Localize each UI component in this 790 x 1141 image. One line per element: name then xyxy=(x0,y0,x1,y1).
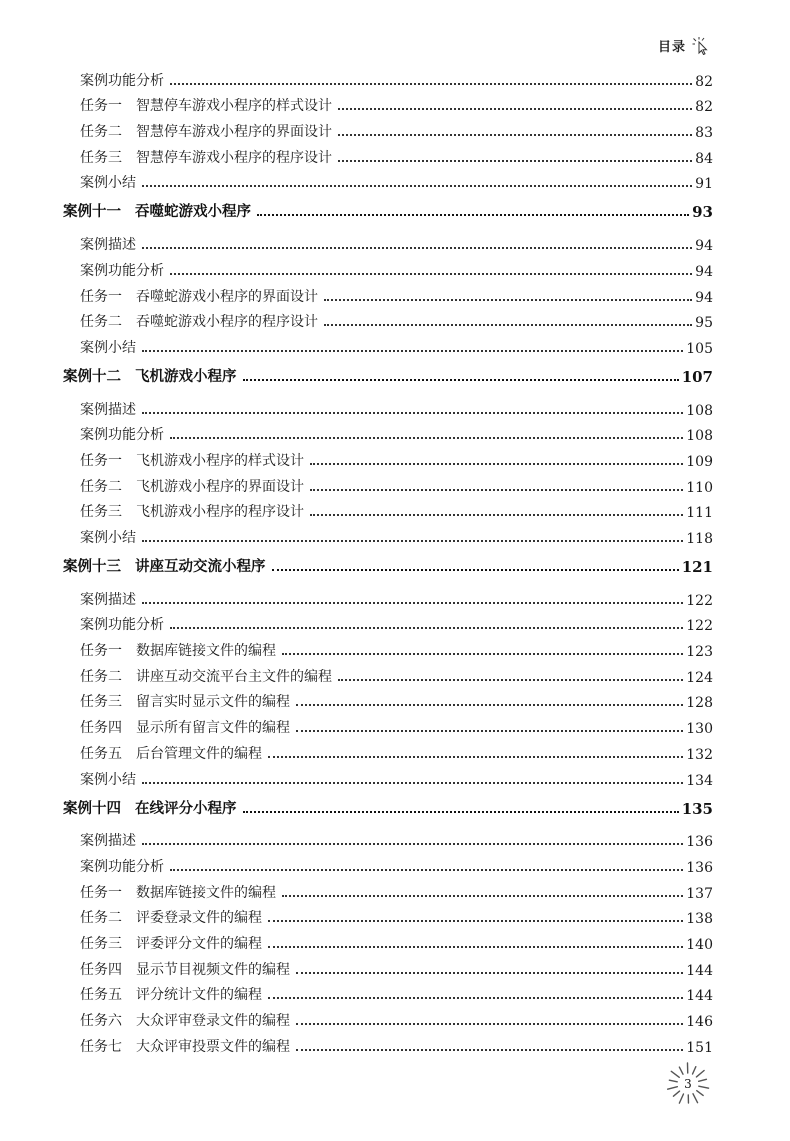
header-title: 目录 xyxy=(657,40,686,55)
dot-leader xyxy=(296,704,683,706)
toc-entry[interactable] xyxy=(63,331,713,357)
toc-page-number: 134 xyxy=(686,772,713,789)
toc-entry-label xyxy=(80,769,136,789)
toc-entry-number: 任务五 xyxy=(80,745,122,762)
toc-entry-title: 案例功能分析 xyxy=(80,262,164,279)
toc-page-number: 132 xyxy=(686,746,713,763)
toc-entry-title: 飞机游戏小程序的程序设计 xyxy=(136,504,304,521)
dot-leader xyxy=(268,946,683,948)
dot-leader xyxy=(282,653,683,655)
toc-entry-title: 显示节目视频文件的编程 xyxy=(136,961,290,978)
toc-entry-title: 案例小结 xyxy=(80,530,136,546)
toc-page-number: 144 xyxy=(686,988,713,1005)
toc-entry-number: 任务三 xyxy=(80,504,122,521)
dot-leader xyxy=(268,756,683,758)
toc-entry-number: 任务三 xyxy=(80,694,122,711)
toc-entry-title: 飞机游戏小程序的样式设计 xyxy=(136,452,304,469)
toc-entry-title: 评委评分文件的编程 xyxy=(136,935,262,952)
toc-entry-title: 留言实时显示文件的编程 xyxy=(136,694,290,711)
toc-entry-label xyxy=(80,172,136,192)
toc-entry-label xyxy=(80,907,262,927)
toc-page-number: 130 xyxy=(686,721,713,738)
toc-entry[interactable] xyxy=(63,64,713,90)
toc-entry-title: 评委登录文件的编程 xyxy=(136,910,262,927)
toc-entry[interactable] xyxy=(63,496,713,522)
toc-entry-label xyxy=(80,311,318,331)
toc-entry-title: 案例描述 xyxy=(80,237,136,254)
toc-entry-number: 案例十三 xyxy=(63,559,121,575)
toc-entry-number: 任务二 xyxy=(80,668,122,685)
dot-leader xyxy=(170,83,692,85)
toc-entry-title: 评分统计文件的编程 xyxy=(136,987,262,1004)
toc-entry-label xyxy=(63,365,237,386)
toc-entry-number: 任务一 xyxy=(80,643,122,660)
toc-entry[interactable] xyxy=(63,686,713,712)
toc-entry-label xyxy=(80,984,262,1004)
toc-entry[interactable] xyxy=(63,979,713,1005)
toc-entry-title: 讲座互动交流平台主文件的编程 xyxy=(136,668,332,685)
toc-page-number: 140 xyxy=(686,936,713,953)
toc-entry-title: 吞噬蛇游戏小程序 xyxy=(135,204,251,221)
toc-entry[interactable] xyxy=(63,583,713,609)
toc-entry-title: 数据库链接文件的编程 xyxy=(136,643,276,660)
toc-page-number: 84 xyxy=(695,150,713,167)
toc-entry-title: 大众评审投票文件的编程 xyxy=(136,1038,290,1055)
toc-entry-title: 案例功能分析 xyxy=(80,427,164,444)
toc-entry-label xyxy=(80,286,318,306)
toc-entry[interactable] xyxy=(63,393,713,419)
page-number-badge xyxy=(666,1062,710,1106)
toc-entry-label xyxy=(80,640,276,660)
toc-entry-title: 飞机游戏小程序的界面设计 xyxy=(136,478,304,495)
toc-entry-label xyxy=(80,337,136,357)
toc-page-number: 94 xyxy=(695,263,713,280)
dot-leader xyxy=(338,108,692,110)
dot-leader xyxy=(142,782,683,784)
toc-entry-title: 案例小结 xyxy=(80,175,136,192)
toc-entry[interactable] xyxy=(63,228,713,254)
toc-page-number: 94 xyxy=(695,289,713,306)
dot-leader xyxy=(142,350,683,352)
toc-page-number: 121 xyxy=(681,558,713,576)
toc-entry-number: 任务三 xyxy=(80,149,122,166)
toc-entry[interactable] xyxy=(63,419,713,445)
toc-page-number: 138 xyxy=(686,911,713,928)
toc-entry[interactable] xyxy=(63,1004,713,1030)
toc-entry-title: 数据库链接文件的编程 xyxy=(136,884,276,901)
toc-entry[interactable] xyxy=(63,115,713,141)
toc-page-number: 105 xyxy=(686,340,713,357)
toc-page-number: 136 xyxy=(686,834,713,851)
dot-leader xyxy=(310,489,683,491)
dot-leader xyxy=(296,972,683,974)
toc-entry-number: 案例十二 xyxy=(63,368,121,385)
toc-page-number: 91 xyxy=(695,176,713,193)
dot-leader xyxy=(243,811,679,813)
toc-entry-number: 任务三 xyxy=(80,935,122,952)
toc-entry-title: 案例描述 xyxy=(80,401,136,418)
toc-page-number: 118 xyxy=(686,531,713,547)
dot-leader xyxy=(268,920,683,922)
toc-entry-label xyxy=(80,691,290,711)
toc-page-number: 83 xyxy=(695,125,713,142)
toc-entry-title: 案例功能分析 xyxy=(80,617,164,634)
toc-page-number: 109 xyxy=(686,453,713,470)
toc-page-number: 82 xyxy=(695,73,713,90)
toc-page-number: 123 xyxy=(686,644,713,661)
toc-entry[interactable] xyxy=(63,609,713,635)
toc-entry-title: 显示所有留言文件的编程 xyxy=(136,720,290,737)
dot-leader xyxy=(296,1049,683,1051)
toc-entry-label xyxy=(80,1010,290,1030)
toc-entry-title: 吞噬蛇游戏小程序的程序设计 xyxy=(136,314,318,331)
toc-entry-label xyxy=(80,121,332,141)
dot-leader xyxy=(170,437,683,439)
dot-leader xyxy=(268,997,683,999)
toc-entry-label xyxy=(80,614,164,634)
dot-leader xyxy=(338,160,692,162)
toc-entry-title: 智慧停车游戏小程序的样式设计 xyxy=(136,98,332,115)
toc-page-number: 93 xyxy=(692,203,713,222)
toc-entry-label xyxy=(80,527,136,547)
toc-entry[interactable] xyxy=(63,711,713,737)
toc-entry-number: 任务二 xyxy=(80,314,122,331)
toc-entry-number: 任务一 xyxy=(80,884,122,901)
toc-entry-number: 任务二 xyxy=(80,910,122,927)
dot-leader xyxy=(324,324,692,326)
dot-leader xyxy=(142,247,692,249)
toc-entry[interactable] xyxy=(63,90,713,116)
toc-entry-title: 案例小结 xyxy=(80,771,136,788)
dot-leader xyxy=(257,214,689,216)
toc-chapter-entry[interactable] xyxy=(63,357,713,390)
toc-page-number: 82 xyxy=(695,99,713,116)
toc-entry[interactable] xyxy=(63,444,713,470)
toc-entry-title: 智慧停车游戏小程序的程序设计 xyxy=(136,149,332,166)
toc-entry[interactable] xyxy=(63,825,713,851)
toc-entry[interactable] xyxy=(63,306,713,332)
toc-page-number: 94 xyxy=(695,238,713,255)
toc-entry-title: 讲座互动交流小程序 xyxy=(135,559,266,575)
toc-entry-label xyxy=(80,95,332,115)
toc-entry[interactable] xyxy=(63,167,713,193)
toc-page-number: 122 xyxy=(686,592,713,609)
dot-leader xyxy=(296,1023,683,1025)
toc-entry[interactable] xyxy=(63,470,713,496)
toc-entry-label xyxy=(80,589,136,609)
toc-entry-title: 后台管理文件的编程 xyxy=(136,745,262,762)
toc-entry[interactable] xyxy=(63,254,713,280)
toc-page-number: 111 xyxy=(686,505,713,522)
dot-leader xyxy=(243,379,679,381)
toc-entry-label xyxy=(80,830,136,850)
toc-entry-number: 任务五 xyxy=(80,987,122,1004)
toc-entry-number: 任务一 xyxy=(80,452,122,469)
dot-leader xyxy=(296,730,683,732)
toc-entry[interactable] xyxy=(63,1030,713,1056)
toc-entry-number: 任务四 xyxy=(80,961,122,978)
dot-leader xyxy=(142,843,683,845)
toc-page-number: 107 xyxy=(681,367,713,386)
toc-entry-label xyxy=(80,1036,290,1056)
toc-entry-label xyxy=(63,200,251,221)
toc-entry-label xyxy=(80,717,290,737)
toc-page-number: 128 xyxy=(686,695,713,712)
toc-entry[interactable] xyxy=(63,660,713,686)
toc-entry-number: 任务二 xyxy=(80,124,122,141)
toc-entry-title: 案例描述 xyxy=(80,833,136,850)
toc-page-number: 124 xyxy=(686,669,713,686)
toc-entry-title: 大众评审登录文件的编程 xyxy=(136,1013,290,1029)
toc-entry-label xyxy=(80,399,136,419)
toc-entry-label xyxy=(80,424,164,444)
toc-entry-title: 智慧停车游戏小程序的界面设计 xyxy=(136,124,332,141)
toc-entry-label xyxy=(80,147,332,167)
toc-entry-number: 任务一 xyxy=(80,98,122,115)
toc-page-number: 110 xyxy=(686,479,713,496)
toc-page-number: 95 xyxy=(695,315,713,332)
dot-leader xyxy=(142,185,692,187)
toc-entry[interactable] xyxy=(63,141,713,167)
toc-page-number: 108 xyxy=(686,402,713,419)
table-of-contents xyxy=(63,64,713,1056)
toc-entry[interactable] xyxy=(63,953,713,979)
dot-leader xyxy=(272,569,679,571)
dot-leader xyxy=(338,679,683,681)
toc-entry-label xyxy=(80,882,276,902)
toc-entry-number: 任务七 xyxy=(80,1038,122,1055)
toc-entry-label xyxy=(63,797,237,818)
toc-entry-title: 在线评分小程序 xyxy=(135,800,237,817)
toc-page-number: 122 xyxy=(686,618,713,635)
toc-chapter-entry[interactable] xyxy=(63,192,713,225)
toc-chapter-entry[interactable] xyxy=(63,547,713,580)
toc-entry[interactable] xyxy=(63,902,713,928)
running-header xyxy=(658,36,712,55)
dot-leader xyxy=(310,463,683,465)
toc-page-number: 136 xyxy=(686,859,713,876)
toc-page-number: 108 xyxy=(686,428,713,445)
toc-entry-number: 案例十一 xyxy=(63,204,121,221)
toc-entry-label xyxy=(80,933,262,953)
toc-entry[interactable] xyxy=(63,876,713,902)
dot-leader xyxy=(142,412,683,414)
dot-leader xyxy=(142,602,683,604)
toc-entry[interactable] xyxy=(63,280,713,306)
toc-entry-title: 案例小结 xyxy=(80,339,136,356)
toc-entry-number: 案例十四 xyxy=(63,800,121,817)
toc-entry-title: 案例功能分析 xyxy=(80,858,164,875)
toc-entry[interactable] xyxy=(63,927,713,953)
toc-page-number: 144 xyxy=(686,962,713,979)
toc-entry-number: 任务四 xyxy=(80,720,122,737)
toc-entry[interactable] xyxy=(63,850,713,876)
toc-entry-label xyxy=(80,666,332,686)
toc-entry-label xyxy=(63,555,266,576)
dot-leader xyxy=(324,299,692,301)
toc-page-number: 137 xyxy=(686,885,713,902)
dot-leader xyxy=(170,869,683,871)
dot-leader xyxy=(142,540,683,542)
toc-entry-number: 任务一 xyxy=(80,288,122,305)
toc-page-number: 151 xyxy=(686,1039,713,1056)
toc-entry[interactable] xyxy=(63,634,713,660)
toc-entry-number: 任务六 xyxy=(80,1013,122,1029)
toc-entry[interactable] xyxy=(63,763,713,789)
dot-leader xyxy=(338,134,692,136)
toc-entry[interactable] xyxy=(63,521,713,547)
pointer-cursor-icon xyxy=(692,37,712,55)
dot-leader xyxy=(282,895,683,897)
toc-entry-label xyxy=(80,856,164,876)
page-number: 3 xyxy=(684,1077,692,1091)
toc-entry-title: 吞噬蛇游戏小程序的界面设计 xyxy=(136,288,318,305)
toc-entry[interactable] xyxy=(63,737,713,763)
toc-entry-number: 任务二 xyxy=(80,478,122,495)
dot-leader xyxy=(310,514,683,516)
toc-entry-title: 飞机游戏小程序 xyxy=(135,368,237,385)
toc-entry-label xyxy=(80,743,262,763)
toc-chapter-entry[interactable] xyxy=(63,789,713,822)
toc-entry-label xyxy=(80,450,304,470)
toc-entry-label xyxy=(80,501,304,521)
dot-leader xyxy=(170,273,692,275)
toc-page-number: 135 xyxy=(681,799,713,818)
toc-page-number: 146 xyxy=(686,1014,713,1030)
toc-entry-label xyxy=(80,476,304,496)
toc-entry-label xyxy=(80,959,290,979)
toc-entry-title: 案例描述 xyxy=(80,591,136,608)
toc-entry-title: 案例功能分析 xyxy=(80,72,164,89)
toc-entry-label xyxy=(80,260,164,280)
dot-leader xyxy=(170,627,683,629)
toc-entry-label xyxy=(80,234,136,254)
toc-entry-label xyxy=(80,70,164,90)
